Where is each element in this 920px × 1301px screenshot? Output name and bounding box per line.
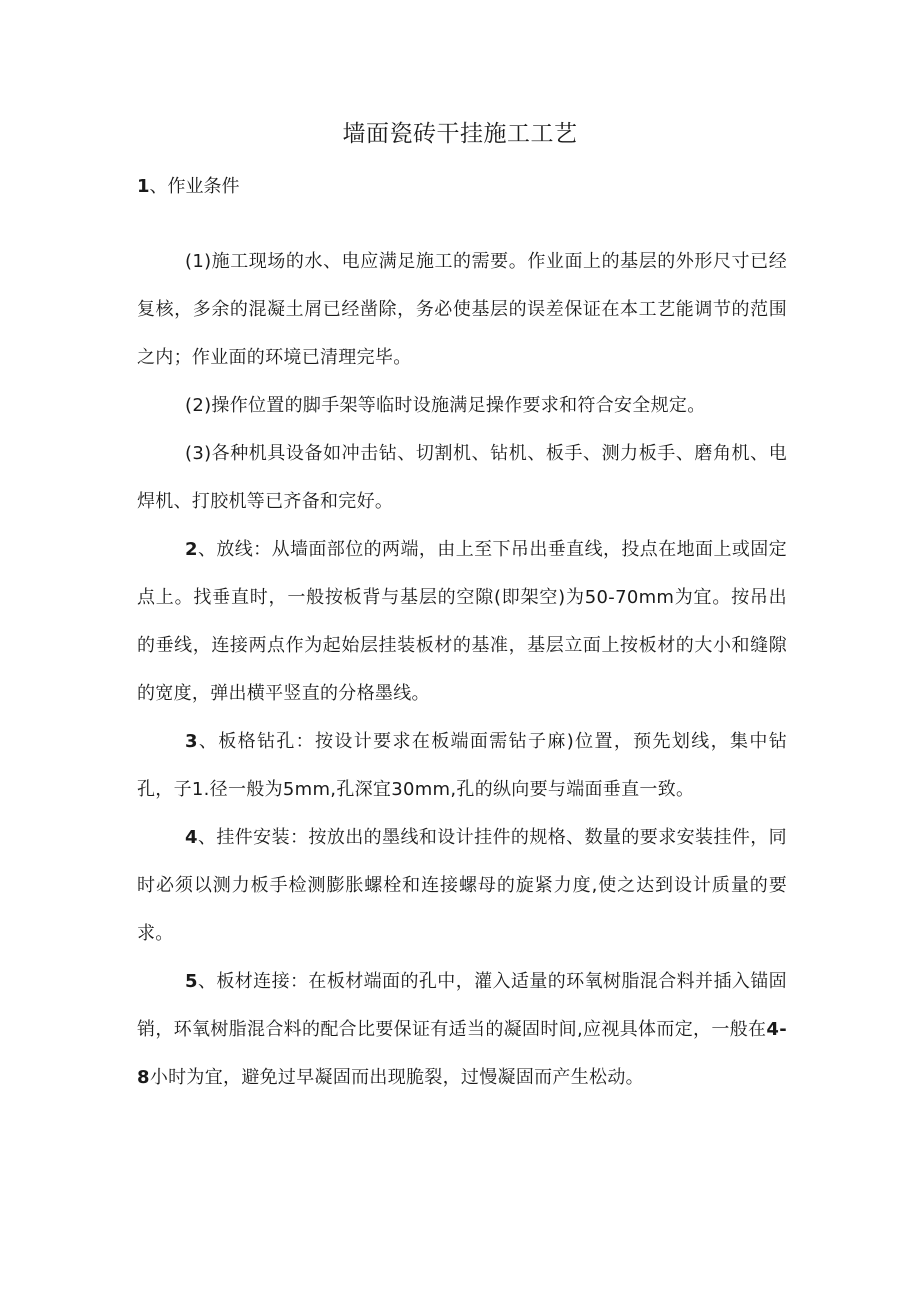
paragraph-drilling [137, 718, 787, 814]
paragraph-text: 、挂件安装：按放出的墨线和设计挂件的规格、数量的要求安装挂件，同时必须以测力板手检测膨胀螺栓和连接螺母的旋紧力度,使之达到设计质量的要求。 [137, 827, 787, 944]
document-title: 墙面瓷砖干挂施工工艺 [342, 121, 578, 147]
paragraph-number: 2 [185, 539, 198, 560]
paragraph-layout-lines [137, 526, 787, 718]
section-heading-text: 、作业条件 [149, 176, 240, 197]
paragraph-hanger-install [137, 814, 787, 958]
paragraph-site-conditions: (1)施工现场的水、电应满足施工的需要。作业面上的基层的外形尺寸已经复核，多余的混凝土屑已经凿除，务必使基层的误差保证在本工艺能调节的范围之内；作业面的环境已清理完毕。 [137, 251, 787, 368]
section-number: 1 [137, 176, 150, 197]
paragraph-text-continued: 小时为宜，避免过早凝固而出现脆裂，过慢凝固而产生松动。 [149, 1067, 644, 1088]
section-heading-work-conditions [137, 172, 240, 202]
paragraph-text: 、板格钻孔：按设计要求在板端面需钻子麻)位置，预先划线，集中钻孔，子1.径一般为5mm,孔深宜30mm,孔的纵向要与端面垂直一致。 [137, 731, 787, 800]
paragraph-panel-connection [137, 958, 787, 1102]
curing-hours: 4-8 [137, 1019, 787, 1088]
paragraph-number: 3 [185, 731, 198, 752]
paragraph-number: 5 [185, 971, 198, 992]
paragraph-scaffolding: (2)操作位置的脚手架等临时设施满足操作要求和符合安全规定。 [185, 395, 706, 416]
paragraph-text: 、放线：从墙面部位的两端，由上至下吊出垂直线，投点在地面上或固定点上。找垂直时，一般按板背与基层的空隙(即架空)为50-70mm为宜。按吊出的垂线，连接两点作为起始层挂装板材的基准，基层立面上按板材的大小和缝隙的宽度，弹出横平竖直的分格墨线。 [137, 539, 787, 704]
paragraph-text: 、板材连接：在板材端面的孔中，灌入适量的环氧树脂混合料并插入锚固销，环氧树脂混合料的配合比要保证有适当的凝固时间,应视具体而定，一般在 [137, 971, 787, 1040]
paragraph-number: 4 [185, 827, 198, 848]
paragraph-equipment: (3)各种机具设备如冲击钻、切割机、钻机、板手、测力板手、磨角机、电焊机、打胶机等已齐备和完好。 [137, 443, 787, 512]
